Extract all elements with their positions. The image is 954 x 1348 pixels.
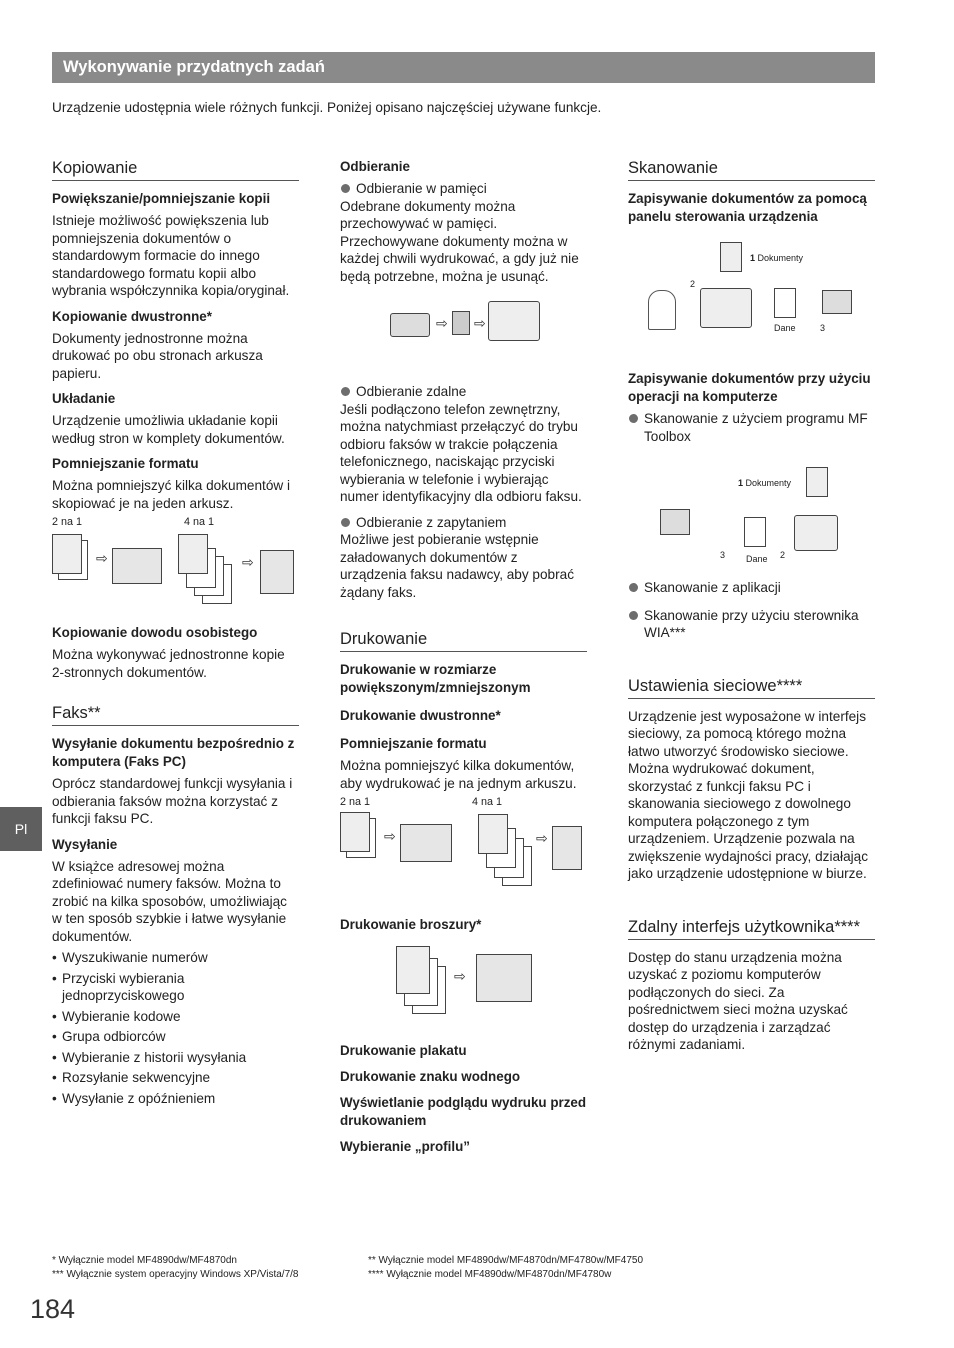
fax-machine-icon bbox=[390, 313, 430, 337]
footnote: *** Wyłącznie system operacyjny Windows XP/Vista/7/8 bbox=[52, 1269, 299, 1280]
id-copy-text: Można wykonywać jednostronne kopie 2-stronnych dokumentów. bbox=[52, 647, 285, 680]
network-heading: Ustawienia sieciowe**** bbox=[628, 676, 875, 699]
footnote: ** Wyłącznie model MF4890dw/MF4870dn/MF4780w/MF4750 bbox=[368, 1255, 644, 1266]
arrow-icon: ⇨ bbox=[474, 315, 486, 331]
poster-title: Drukowanie plakatu bbox=[340, 1043, 467, 1058]
enlarge-text: Istnieje możliwość powiększenia lub pomniejszenia dokumentów o standardowym formacie do innego standardowego formatu kopii albo wybrania współczynnika kopia/oryginał. bbox=[52, 213, 290, 298]
step-2: 2 bbox=[780, 550, 786, 560]
list-item: • Wybieranie z historii wysyłania bbox=[52, 1049, 299, 1067]
remote-ui-text: Dostęp do stanu urządzenia można uzyskać z poziomu komputerów podłączonych do sieci. Za pośrednictwem sieci można uzyskać dostęp do urządzenia i zarządzać różnymi zadaniami. bbox=[628, 949, 848, 1052]
receive-remote-label: Odbieranie zdalne bbox=[340, 383, 587, 401]
page-icon bbox=[400, 824, 452, 862]
receive-poll-text: Możliwe jest pobieranie wstępnie załadowanych dokumentów z urządzenia faksu nadawcy, aby pobrać żądany faks. bbox=[340, 532, 575, 600]
remote-ui-heading: Zdalny interfejs użytkownika**** bbox=[628, 917, 875, 940]
fax-heading: Faks** bbox=[52, 703, 299, 726]
label-4in1: 4 na 1 bbox=[184, 516, 215, 528]
step-3: 3 bbox=[820, 323, 826, 333]
label-2in1: 2 na 1 bbox=[52, 516, 83, 528]
collate-text: Urządzenie umożliwia układanie kopii według stron w komplety dokumentów. bbox=[52, 413, 285, 446]
print-reduce-title: Pomniejszanie formatu bbox=[340, 736, 487, 751]
scan-panel-figure bbox=[628, 230, 875, 356]
collate-title: Układanie bbox=[52, 391, 116, 406]
column-2 bbox=[340, 158, 587, 1160]
memory-icon bbox=[452, 311, 470, 335]
copy-reduce-text: Można pomniejszyć kilka dokumentów i skopiować je na jeden arkusz. bbox=[52, 478, 290, 511]
column-1 bbox=[52, 158, 299, 1110]
computer-icon bbox=[660, 509, 690, 535]
arrow-icon: ⇨ bbox=[436, 315, 448, 331]
page-icon bbox=[396, 946, 430, 994]
send-text: W książce adresowej można zdefiniować numery faksów. Można to zrobić na kilka sposobów, umożliwiając w ten sposób szybkie i łatwe wysyłanie dokumentów. bbox=[52, 858, 287, 944]
receive-memory-text: Odebrane dokumenty można przechowywać w pamięci. Przechowywane dokumenty można w każdej chwili wydrukować, a gdy już nie będą potrzebne, można je usunąć. bbox=[340, 198, 579, 284]
printer-icon bbox=[700, 288, 752, 328]
fig1-data-label: Dane bbox=[774, 323, 796, 333]
receive-poll-label: Odbieranie z zapytaniem bbox=[340, 514, 587, 532]
fig2-documents-label: 1 Dokumenty bbox=[738, 478, 792, 488]
list-item: • Wyszukiwanie numerów bbox=[52, 949, 299, 967]
send-title: Wysyłanie bbox=[52, 836, 118, 852]
booklet-title: Drukowanie broszury* bbox=[340, 917, 482, 932]
scan-panel-title: Zapisywanie dokumentów za pomocą panelu sterowania urządzenia bbox=[628, 191, 867, 224]
scan-from-app: Skanowanie z aplikacji bbox=[628, 579, 875, 597]
receive-remote-text: Jeśli podłączono telefon zewnętrzny, można natychmiast przełączyć do trybu odbioru faksów w trakcie połączenia telefonicznego, naciskając przyciski wybierania w telefonie i wybierając numer identyfikacyjny dla odbioru faksu. bbox=[340, 401, 582, 504]
copy-duplex-title: Kopiowanie dwustronne* bbox=[52, 308, 212, 324]
network-text: Urządzenie jest wyposażone w interfejs sieciowy, za pomocą którego można łatwo utworzyć środowisko sieciowe. Można wydrukować dokument, skorzystać z funkcji faksu PC i skanowania sieciowego z dowolnego komputera połączonego z tym urządzeniem. Urządzenie pozwala na zwiększenie wydajności pracy, działając jako urządzenie udostępnione w biurze. bbox=[628, 708, 869, 881]
arrow-icon: ⇨ bbox=[384, 828, 396, 844]
list-item: • Grupa odbiorców bbox=[52, 1028, 299, 1046]
booklet-icon bbox=[476, 954, 532, 1002]
receive-memory-label: Odbieranie w pamięci bbox=[340, 180, 587, 198]
send-list bbox=[52, 949, 299, 1107]
fig2-data-label: Dane bbox=[746, 554, 768, 564]
scan-pc-title: Zapisywanie dokumentów przy użyciu operacji na komputerze bbox=[628, 371, 871, 404]
copy-duplex-text: Dokumenty jednostronne można drukować po obu stronach arkusza papieru. bbox=[52, 330, 263, 381]
page-icon bbox=[52, 534, 82, 574]
arrow-icon: ⇨ bbox=[536, 830, 548, 846]
computer-icon bbox=[822, 290, 852, 314]
step-2: 2 bbox=[690, 279, 696, 289]
arrow-icon: ⇨ bbox=[242, 554, 254, 570]
list-item: • Wysyłanie z opóźnieniem bbox=[52, 1090, 299, 1108]
print-heading: Drukowanie bbox=[340, 629, 587, 652]
section-banner bbox=[52, 52, 875, 83]
receive-title: Odbieranie bbox=[340, 159, 410, 174]
language-tab: Pl bbox=[0, 807, 42, 851]
fig1-documents-label: 1 Dokumenty bbox=[750, 253, 804, 263]
print-duplex-title: Drukowanie dwustronne* bbox=[340, 708, 501, 723]
intro-text: Urządzenie udostępnia wiele różnych funkcji. Poniżej opisano najczęściej używane funkcje. bbox=[52, 100, 602, 115]
copy-reduce-title: Pomniejszanie formatu bbox=[52, 456, 199, 471]
scan-heading: Skanowanie bbox=[628, 158, 875, 181]
print-zoom-title: Drukowanie w rozmiarze powiększonym/zmniejszonym bbox=[340, 662, 531, 695]
data-icon bbox=[744, 517, 766, 547]
page-icon bbox=[112, 548, 162, 584]
step-3: 3 bbox=[720, 550, 726, 560]
page-icon bbox=[260, 550, 294, 594]
print-reduce-text: Można pomniejszyć kilka dokumentów, aby wydrukować je na jednym arkuszu. bbox=[340, 758, 577, 791]
fax-memory-figure bbox=[340, 293, 587, 367]
print-nup-figure bbox=[340, 796, 587, 896]
page-icon bbox=[340, 812, 370, 852]
footnote: **** Wyłącznie model MF4890dw/MF4870dn/MF4780w bbox=[368, 1269, 612, 1280]
page-number: 184 bbox=[30, 1294, 76, 1324]
footnote: * Wyłącznie model MF4890dw/MF4870dn bbox=[52, 1255, 237, 1266]
list-item: • Rozsyłanie sekwencyjne bbox=[52, 1069, 299, 1087]
footnotes-left bbox=[52, 1254, 299, 1282]
list-item: • Wybieranie kodowe bbox=[52, 1008, 299, 1026]
column-3 bbox=[628, 158, 875, 1062]
label-2in1: 2 na 1 bbox=[340, 796, 371, 808]
scan-mftoolbox: Skanowanie z użyciem programu MF Toolbox bbox=[628, 410, 875, 445]
booklet-figure bbox=[340, 938, 587, 1028]
data-icon bbox=[774, 288, 796, 318]
document-icon bbox=[720, 242, 742, 272]
scan-wia: Skanowanie przy użyciu sterownika WIA*** bbox=[628, 607, 875, 642]
arrow-icon: ⇨ bbox=[454, 968, 466, 984]
copy-heading: Kopiowanie bbox=[52, 158, 299, 181]
preview-title: Wyświetlanie podglądu wydruku przed drukowaniem bbox=[340, 1095, 587, 1128]
page-icon bbox=[552, 826, 582, 870]
section-title: Wykonywanie przydatnych zadań bbox=[63, 58, 325, 76]
printer-icon bbox=[794, 515, 838, 551]
arrow-icon: ⇨ bbox=[96, 550, 108, 566]
label-4in1: 4 na 1 bbox=[472, 796, 503, 808]
printer-icon bbox=[488, 301, 540, 341]
copy-nup-figure bbox=[52, 516, 299, 616]
pcfax-title: Wysyłanie dokumentu bezpośrednio z komputera (Faks PC) bbox=[52, 736, 295, 769]
list-item: • Przyciski wybierania jednoprzyciskowego bbox=[52, 970, 299, 1005]
document-icon bbox=[806, 467, 828, 497]
person-icon bbox=[648, 290, 676, 330]
footnotes-right bbox=[368, 1254, 643, 1282]
profile-title: Wybieranie „profilu” bbox=[340, 1139, 470, 1154]
enlarge-title: Powiększanie/pomniejszanie kopii bbox=[52, 191, 271, 206]
id-copy-title: Kopiowanie dowodu osobistego bbox=[52, 625, 258, 640]
scan-pc-figure bbox=[628, 445, 875, 565]
page-icon bbox=[178, 534, 208, 574]
watermark-title: Drukowanie znaku wodnego bbox=[340, 1069, 521, 1084]
pcfax-text: Oprócz standardowej funkcji wysyłania i odbierania faksów można korzystać z funkcji faksu PC. bbox=[52, 776, 293, 826]
page-icon bbox=[478, 814, 508, 854]
